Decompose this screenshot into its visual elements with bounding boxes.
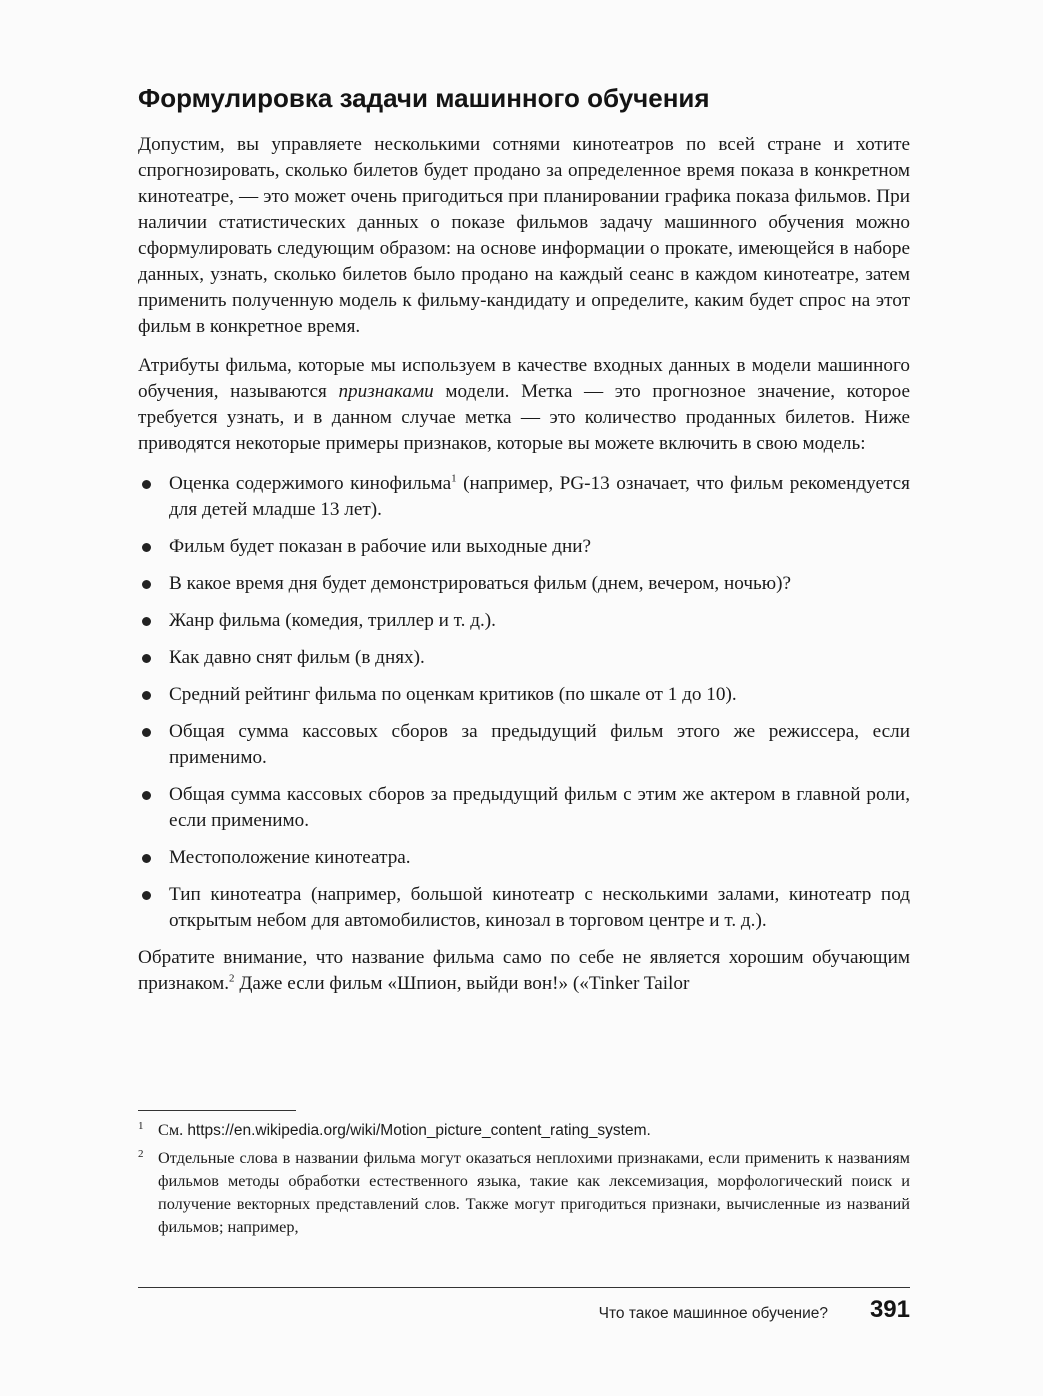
paragraph-2-text-start: Атрибуты фильма, которые мы используем в качестве входных данных в модели машинного обучения, называются	[138, 355, 910, 402]
bullet-icon	[142, 543, 151, 552]
running-title: Что такое машинное обучение?	[598, 1305, 828, 1322]
list-item-text: Средний рейтинг фильма по оценкам критиков (по шкале от 1 до 10).	[169, 684, 737, 705]
feature-list	[138, 471, 910, 934]
paragraph-3-text-end: Даже если фильм «Шпион, выйди вон!» («Tinker Tailor	[234, 973, 690, 994]
list-item-text: Жанр фильма (комедия, триллер и т. д.).	[169, 610, 496, 631]
section-heading: Формулировка задачи машинного обучения	[138, 83, 710, 113]
footnote-text: Отдельные слова в названии фильма могут оказаться неплохими признаками, если применить к названиям фильмов методы обработки естественного языка, такие как лексемизация, морфологический поиск и получение векторных представлений слов. Также могут пригодиться признаки, вычисленные из названий фильмов; например,	[158, 1148, 910, 1236]
bullet-icon	[142, 728, 151, 737]
paragraph-1: Допустим, вы управляете несколькими сотнями кинотеатров по всей стране и хотите спрогнозировать, сколько билетов будет продано за определенное время показа в конкретном кинотеатре, — это может очень пригодиться при планировании графика показа фильмов. При наличии статистических данных о показе фильмов задачу машинного обучения можно сформулировать следующим образом: на основе информации о прокате, имеющейся в наборе данных, узнать, сколько билетов было продано на каждый сеанс в каждом кинотеатре, затем применить полученную модель к фильму-кандидату и определите, каким будет спрос на этот фильм в конкретное время.	[138, 134, 910, 337]
footnote-number: 1	[138, 1120, 144, 1132]
list-item-text: Общая сумма кассовых сборов за предыдущий фильм этого же режиссера, если применимо.	[169, 721, 910, 768]
bullet-icon	[142, 480, 151, 489]
bullet-icon	[142, 854, 151, 863]
footnote-link[interactable]: https://en.wikipedia.org/wiki/Motion_picture_content_rating_system.	[187, 1122, 651, 1139]
footnote-2	[138, 1146, 910, 1238]
list-item-text: Оценка содержимого кинофильма	[169, 473, 452, 494]
bullet-icon	[142, 580, 151, 589]
footnote-number: 2	[138, 1148, 144, 1160]
paragraph-2-text-end: модели. Метка — это прогнозное значение, которое требуется узнать, и в данном случае метка — это количество проданных билетов. Ниже приводятся некоторые примеры признаков, которые вы можете включить в свою модель:	[138, 381, 910, 454]
bullet-icon	[142, 617, 151, 626]
footnote-prefix: См.	[158, 1120, 188, 1139]
list-item	[138, 845, 910, 871]
footnote-ref-2[interactable]: 2	[229, 972, 235, 985]
list-item	[138, 534, 910, 560]
paragraph-2	[138, 353, 910, 457]
paragraph-3-text-start: Обратите внимание, что название фильма само по себе не является хорошим обучающим признаком.	[138, 947, 910, 994]
list-item	[138, 571, 910, 597]
footnote-1	[138, 1118, 910, 1142]
list-item-text: Местоположение кинотеатра.	[169, 847, 411, 868]
paragraph-3	[138, 945, 910, 997]
bullet-icon	[142, 691, 151, 700]
footer-divider	[138, 1287, 910, 1288]
bullet-icon	[142, 891, 151, 900]
main-content	[138, 82, 910, 997]
page-footer	[138, 1294, 910, 1328]
list-item-text-continued: (например, PG-13 означает, что фильм рекомендуется для детей младше 13 лет).	[169, 473, 910, 520]
footnote-divider	[138, 1110, 296, 1111]
list-item	[138, 719, 910, 771]
list-item-text: Как давно снят фильм (в днях).	[169, 647, 425, 668]
list-item	[138, 471, 910, 523]
list-item	[138, 782, 910, 834]
list-item-text: Тип кинотеатра (например, большой кинотеатр с несколькими залами, кинотеатр под открытым небом для автомобилистов, кинозал в торговом центре и т. д.).	[169, 884, 910, 931]
list-item	[138, 608, 910, 634]
list-item	[138, 645, 910, 671]
page-number: 391	[869, 1296, 910, 1323]
term-emphasis: признаками	[338, 381, 434, 402]
list-item-text: Общая сумма кассовых сборов за предыдущий фильм с этим же актером в главной роли, если применимо.	[169, 784, 910, 831]
footnote-ref-1[interactable]: 1	[451, 472, 457, 485]
list-item	[138, 882, 910, 934]
bullet-icon	[142, 654, 151, 663]
list-item	[138, 682, 910, 708]
list-item-text: В какое время дня будет демонстрироваться фильм (днем, вечером, ночью)?	[169, 573, 792, 594]
bullet-icon	[142, 791, 151, 800]
footnotes	[138, 1118, 910, 1242]
list-item-text: Фильм будет показан в рабочие или выходные дни?	[169, 536, 592, 557]
